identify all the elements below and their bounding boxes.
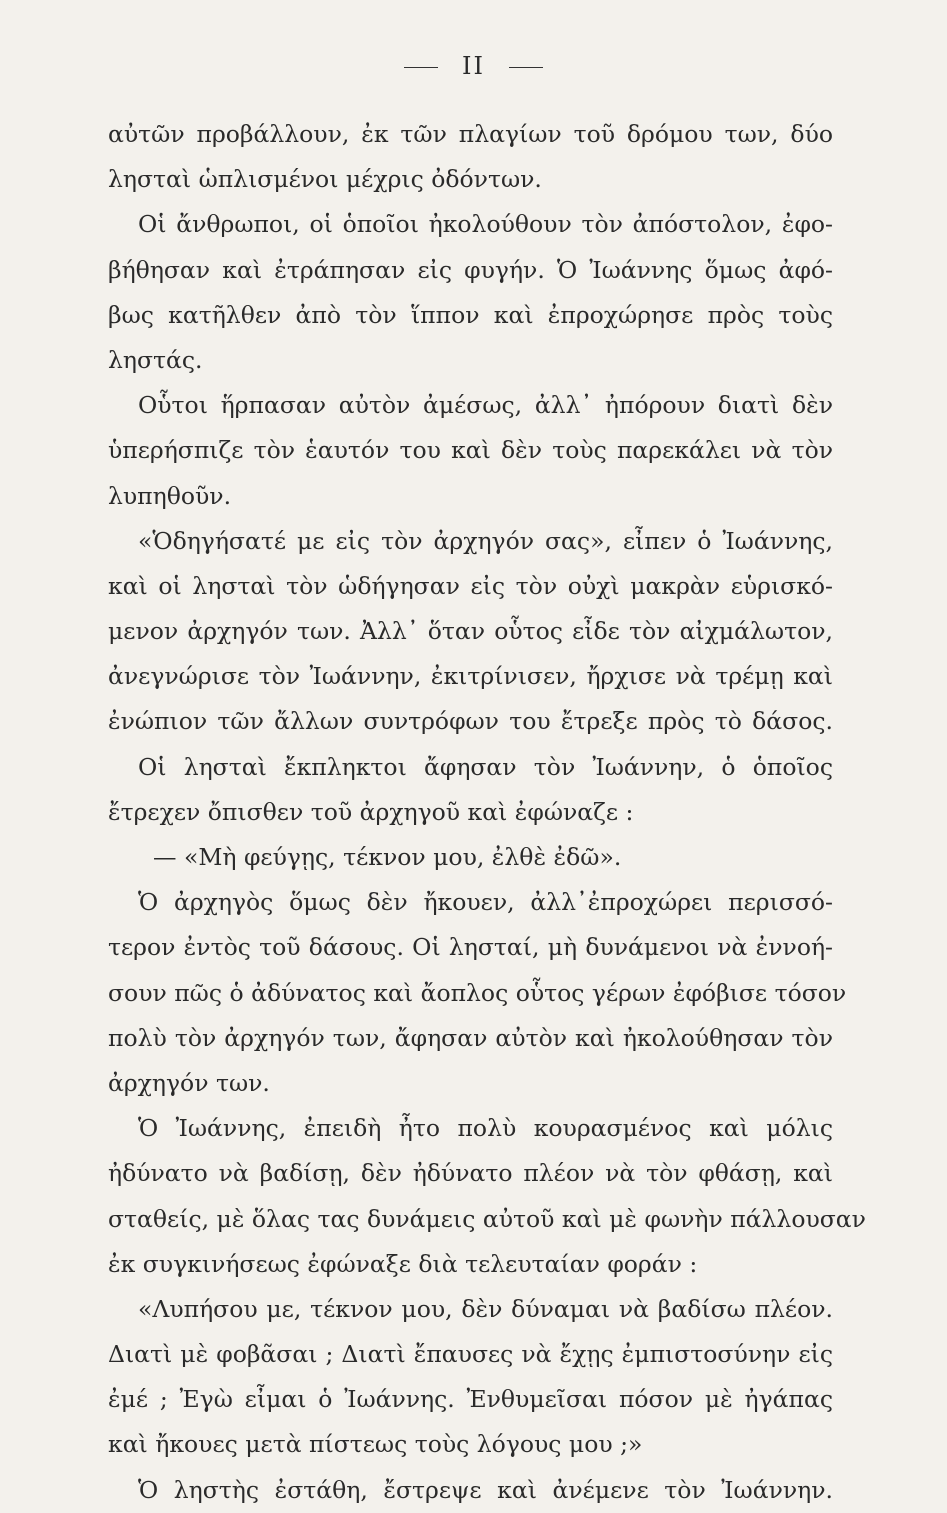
text-line: σουν πῶς ὁ ἀδύνατος καὶ ἄοπλος οὗτος γέρων ἐφόβισε τόσον — [108, 978, 847, 1007]
text-line: ἔτρεχεν ὄπισθεν τοῦ ἀρχηγοῦ καὶ ἐφώναζε : — [108, 797, 634, 826]
text-line: αὐτῶν προβάλλουν, ἐκ τῶν πλαγίων τοῦ δρόμου των, δύο — [108, 120, 833, 148]
text-line: Οἱ λησταὶ ἔκπληκτοι ἄφησαν τὸν Ἰωάννην, ὁ ὁποῖος — [138, 752, 833, 781]
text-line: «Λυπήσου με, τέκνον μου, δὲν δύναμαι νὰ βαδίσω πλέον. — [138, 1294, 833, 1323]
text-line: — «Μὴ φεύγῃς, τέκνον μου, ἐλθὲ ἐδῶ». — [153, 843, 622, 871]
text-line: βήθησαν καὶ ἐτράπησαν εἰς φυγήν. Ὁ Ἰωάννης ὅμως ἀφό- — [108, 255, 833, 284]
text-line: Ὁ ληστὴς ἐστάθη, ἔστρεψε καὶ ἀνέμενε τὸν Ἰωάννην. — [138, 1475, 833, 1504]
text-line: «Ὁδηγήσατέ με εἰς τὸν ἀρχηγόν σας», εἶπεν ὁ Ἰωάννης, — [138, 526, 833, 555]
text-line: σταθείς, μὲ ὅλας τας δυνάμεις αὐτοῦ καὶ μὲ φωνὴν πάλλουσαν — [108, 1204, 866, 1233]
text-line: ὑπερήσπιζε τὸν ἑαυτόν του καὶ δὲν τοὺς παρεκάλει νὰ τὸν — [108, 436, 833, 465]
text-line: ἐκ συγκινήσεως ἐφώναξε διὰ τελευταίαν φοράν : — [108, 1249, 698, 1278]
text-line: ἀρχηγόν των. — [108, 1068, 270, 1097]
text-line: ληστάς. — [108, 345, 203, 374]
text-line: μενον ἀρχηγόν των. Ἀλλ᾽ ὅταν οὗτος εἶδε τὸν αἰχμάλωτον, — [108, 617, 833, 646]
text-line: Διατὶ μὲ φοβᾶσαι ; Διατὶ ἔπαυσες νὰ ἔχῃς ἐμπιστοσύνην εἰς — [108, 1340, 833, 1369]
text-line: λησταὶ ὡπλισμένοι μέχρις ὀδόντων. — [108, 165, 542, 194]
text-line: τερον ἐντὸς τοῦ δάσους. Οἱ λησταί, μὴ δυνάμενοι νὰ ἐννοή- — [108, 933, 833, 962]
text-line: βως κατῆλθεν ἀπὸ τὸν ἵππον καὶ ἐπροχώρησε πρὸς τοὺς — [108, 300, 833, 329]
text-line: Ὁ ἀρχηγὸς ὅμως δὲν ἤκουεν, ἀλλ᾽ἐπροχώρει περισσό- — [138, 888, 833, 917]
text-line: ἐνώπιον τῶν ἄλλων συντρόφων του ἔτρεξε πρὸς τὸ δάσος. — [108, 707, 833, 736]
text-line: ἀνεγνώρισε τὸν Ἰωάννην, ἐκιτρίνισεν, ἤρχισε νὰ τρέμῃ καὶ — [108, 662, 833, 691]
text-line: ἐμέ ; Ἐγὼ εἶμαι ὁ Ἰωάννης. Ἐνθυμεῖσαι πόσον μὲ ἠγάπας — [108, 1385, 833, 1414]
header-dash-left — [404, 67, 438, 68]
text-line: ἠδύνατο νὰ βαδίσῃ, δὲν ἠδύνατο πλέον νὰ τὸν φθάσῃ, καὶ — [108, 1159, 833, 1188]
page-header — [0, 52, 947, 80]
text-line: Οἱ ἄνθρωποι, οἱ ὁποῖοι ἠκολούθουν τὸν ἀπόστολον, ἐφο- — [138, 210, 833, 239]
text-line: λυπηθοῦν. — [108, 481, 232, 510]
text-line: καὶ ἤκουες μετὰ πίστεως τοὺς λόγους μου ;» — [108, 1430, 643, 1459]
text-line: Ὁ Ἰωάννης, ἐπειδὴ ἦτο πολὺ κουρασμένος καὶ μόλις — [138, 1114, 833, 1143]
body-text — [108, 112, 866, 1513]
header-dash-right — [509, 67, 543, 68]
page-number: II — [462, 52, 485, 80]
text-line: Οὗτοι ἥρπασαν αὐτὸν ἀμέσως, ἀλλ᾽ ἠπόρουν διατὶ δὲν — [138, 391, 833, 420]
text-line: πολὺ τὸν ἀρχηγόν των, ἄφησαν αὐτὸν καὶ ἠκολούθησαν τὸν — [108, 1023, 833, 1052]
text-line: καὶ οἱ λησταὶ τὸν ὡδήγησαν εἰς τὸν οὐχὶ μακρὰν εὑρισκό- — [108, 571, 833, 600]
